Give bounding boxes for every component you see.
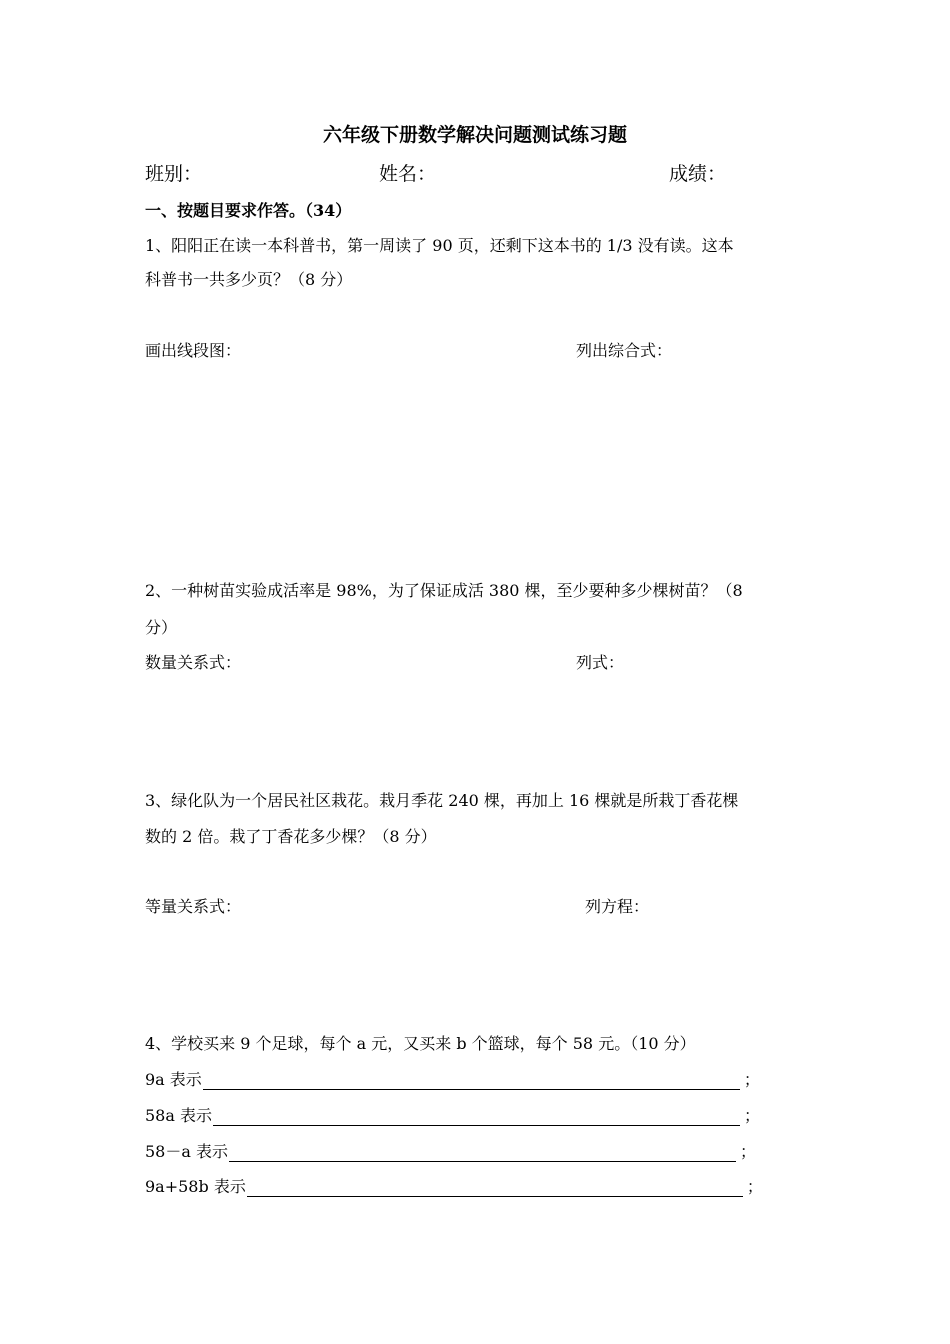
answer-blank[interactable] xyxy=(203,1071,740,1090)
q4-item-end: ； xyxy=(740,1142,757,1161)
q4-item-label: 58－a 表示 xyxy=(145,1142,228,1161)
q2-text-line2: 分） xyxy=(145,618,178,637)
q1-text-line2: 科普书一共多少页？（8 分） xyxy=(145,270,353,289)
q2-text-line1: 2、一种树苗实验成活率是 98%，为了保证成活 380 棵，至少要种多少棵树苗？（8 xyxy=(145,581,743,600)
q1-diagram-label: 画出线段图： xyxy=(145,341,242,360)
answer-blank[interactable] xyxy=(247,1178,743,1197)
answer-blank[interactable] xyxy=(229,1143,736,1162)
q2-relation-label: 数量关系式： xyxy=(145,653,242,672)
q3-relation-label: 等量关系式： xyxy=(145,897,242,916)
q4-item-end: ； xyxy=(744,1106,761,1125)
q4-item-end: ； xyxy=(743,1070,760,1089)
q4-item-end: ； xyxy=(746,1177,763,1196)
q4-fill-row xyxy=(145,1173,763,1197)
q1-text-line1: 1、阳阳正在读一本科普书，第一周读了 90 页，还剩下这本书的 1/3 没有读。这本 xyxy=(145,236,734,255)
name-label: 姓名： xyxy=(379,163,437,185)
section-heading: 一、按题目要求作答。（34） xyxy=(145,201,352,220)
q4-fill-row xyxy=(145,1138,760,1162)
worksheet-title: 六年级下册数学解决问题测试练习题 xyxy=(322,124,627,146)
q4-item-label: 9a+58b 表示 xyxy=(145,1177,246,1196)
q4-text-line1: 4、学校买来 9 个足球，每个 a 元，又买来 b 个篮球，每个 58 元。（10 分） xyxy=(145,1034,696,1053)
q3-text-line2: 数的 2 倍。栽了丁香花多少棵？（8 分） xyxy=(145,827,437,846)
q4-fill-row xyxy=(145,1102,760,1126)
q4-fill-row xyxy=(145,1066,760,1090)
q4-item-label: 9a 表示 xyxy=(145,1070,202,1089)
class-label: 班别： xyxy=(145,163,203,185)
q2-formula-label: 列式： xyxy=(576,653,625,672)
q3-text-line1: 3、绿化队为一个居民社区栽花。栽月季花 240 棵，再加上 16 棵就是所栽丁香花棵 xyxy=(145,791,739,810)
q1-formula-label: 列出综合式： xyxy=(576,341,673,360)
score-label: 成绩： xyxy=(669,163,727,185)
q3-equation-label: 列方程： xyxy=(585,897,650,916)
answer-blank[interactable] xyxy=(213,1107,740,1126)
q4-item-label: 58a 表示 xyxy=(145,1106,212,1125)
